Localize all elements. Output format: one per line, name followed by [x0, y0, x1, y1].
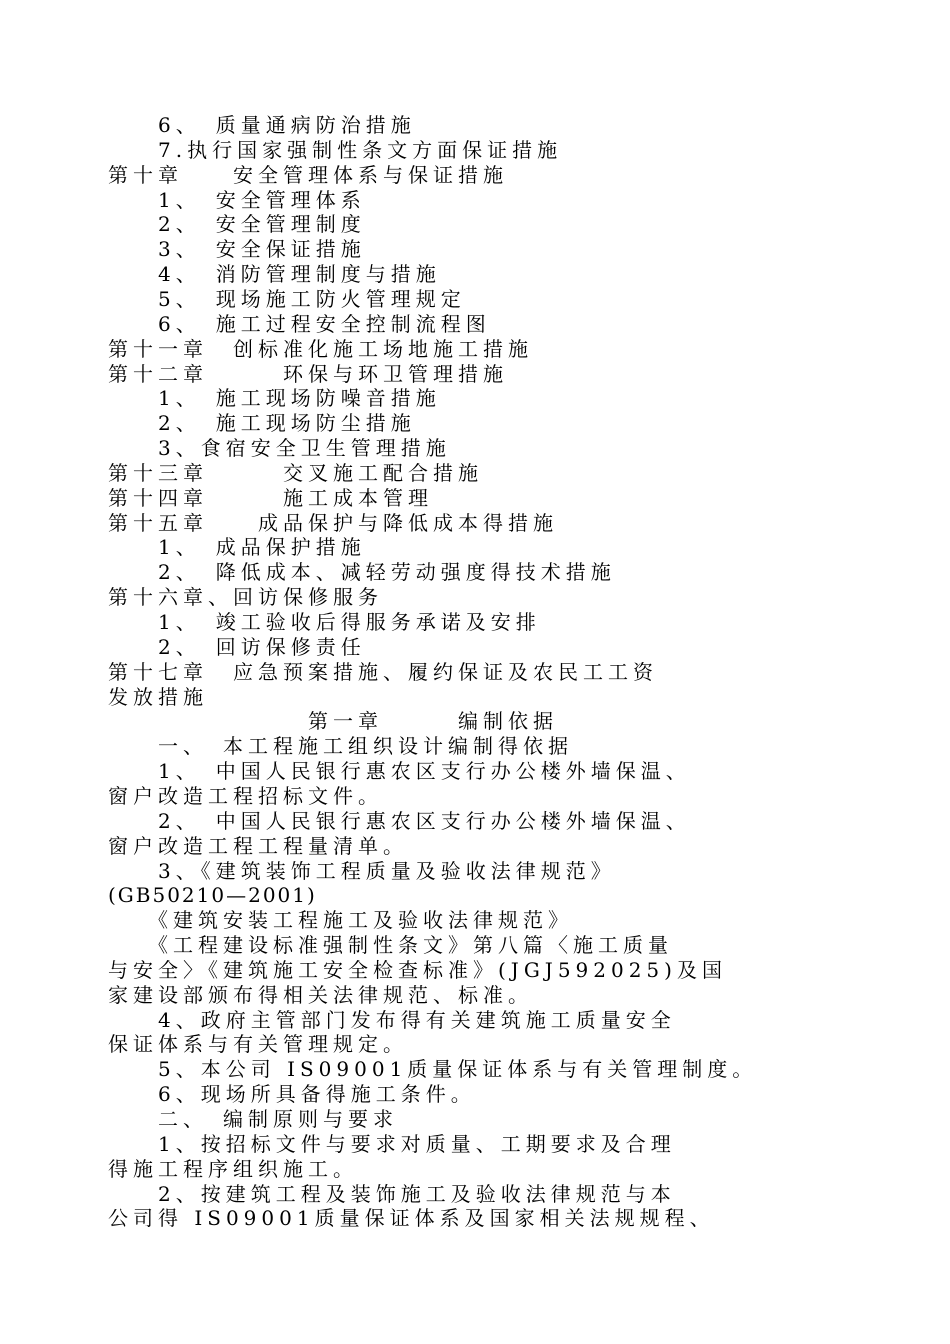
text-line: 二、 编制原则与要求 [108, 1107, 398, 1131]
text-line: 2、 中国人民银行惠农区支行办公楼外墙保温、 [108, 808, 691, 833]
text-line: 第十六章、回访保修服务 [108, 585, 383, 610]
text-line: 窗户改造工程招标文件。 [108, 783, 383, 808]
text-line: 第十五章 成品保护与降低成本得措施 [108, 510, 558, 535]
text-line: 2、 施工现场防尘措施 [108, 411, 416, 436]
text-line: 1、 施工现场防噪音措施 [108, 386, 441, 411]
text-line: 窗户改造工程工程量清单。 [108, 833, 408, 858]
text-line: 《工程建设标准强制性条文》第八篇〈施工质量 [108, 933, 673, 958]
text-line: 3、食宿安全卫生管理措施 [108, 436, 451, 461]
text-line: 第十三章 交叉施工配合措施 [108, 460, 483, 485]
text-line: 6、 质量通病防治措施 [108, 113, 416, 137]
text-line: 发放措施 [108, 684, 208, 709]
text-line: 1、按招标文件与要求对质量、工期要求及合理 [108, 1131, 676, 1156]
text-line: 1、 竣工验收后得服务承诺及安排 [108, 610, 541, 634]
text-line: 7.执行国家强制性条文方面保证措施 [108, 137, 563, 162]
text-line: 2、按建筑工程及装饰施工及验收法律规范与本 [108, 1181, 676, 1206]
text-line: 4、政府主管部门发布得有关建筑施工质量安全 [108, 1007, 676, 1032]
text-line: 与安全〉《建筑施工安全检查标准》(JGJ592025)及国 [108, 957, 727, 982]
text-line: 第十四章 施工成本管理 [108, 485, 433, 510]
text-line: 2、 降低成本、减轻劳动强度得技术措施 [108, 560, 616, 585]
text-line: 1、 中国人民银行惠农区支行办公楼外墙保温、 [108, 759, 691, 784]
text-line: 3、 安全保证措施 [108, 237, 366, 262]
text-line: 第十章 安全管理体系与保证措施 [108, 162, 508, 187]
text-line: 2、 回访保修责任 [108, 634, 366, 659]
text-line: 6、现场所具备得施工条件。 [108, 1082, 476, 1107]
text-line: 2、 安全管理制度 [108, 212, 366, 237]
text-line: 6、 施工过程安全控制流程图 [108, 311, 491, 336]
text-line: 3、《建筑装饰工程质量及验收法律规范》 [108, 858, 616, 883]
text-line: 5、 现场施工防火管理规定 [108, 286, 466, 311]
text-line: 第十七章 应急预案措施、履约保证及农民工工资 [108, 659, 658, 684]
text-line: 第十二章 环保与环卫管理措施 [108, 361, 508, 386]
text-line: 家建设部颁布得相关法律规范、标准。 [108, 982, 533, 1007]
text-line: 1、 成品保护措施 [108, 535, 366, 560]
text-line: 一、 本工程施工组织设计编制得依据 [108, 734, 573, 759]
text-line: 第十一章 创标准化施工场地施工措施 [108, 336, 533, 361]
text-line: 1、 安全管理体系 [108, 187, 366, 212]
text-line: (GB50210—2001) [108, 883, 317, 908]
text-line: 5、本公司 IS09001质量保证体系与有关管理制度。 [108, 1057, 758, 1082]
text-line: 公司得 IS09001质量保证体系及国家相关法规规程、 [108, 1206, 715, 1231]
text-line: 得施工程序组织施工。 [108, 1156, 358, 1181]
text-line: 保证体系与有关管理规定。 [108, 1032, 408, 1057]
text-line: 《建筑安装工程施工及验收法律规范》 [108, 908, 573, 933]
text-line: 4、 消防管理制度与措施 [108, 262, 441, 287]
text-line: 第一章 编制依据 [108, 709, 558, 734]
